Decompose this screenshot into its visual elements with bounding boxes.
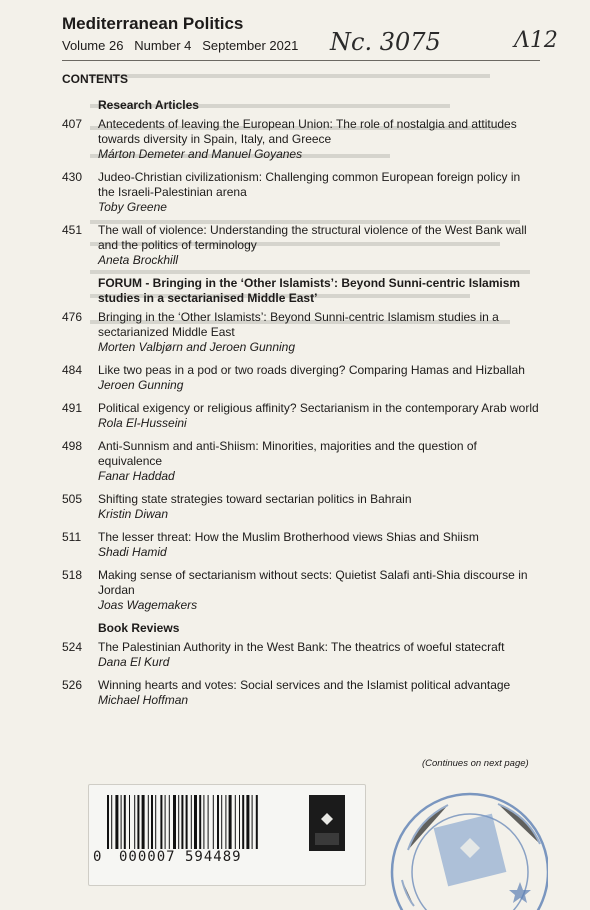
- barcode-label: [88, 784, 366, 886]
- barcode-bar: [129, 795, 130, 849]
- barcode-bar: [221, 795, 222, 849]
- toc-entry: [62, 678, 540, 708]
- article-authors: Fanar Haddad: [98, 469, 175, 483]
- entry-body: [98, 568, 540, 613]
- article-authors: Michael Hoffman: [98, 693, 189, 707]
- article-title: Antecedents of leaving the European Union: The role of nostalgia and attitudes towards diversity in Spain, Italy, and Greece: [98, 117, 517, 146]
- entry-body: [98, 401, 540, 431]
- barcode-bar: [256, 795, 258, 849]
- handwritten-code: Λ12: [514, 28, 558, 53]
- header-rule: [62, 60, 540, 61]
- barcode-bar: [169, 795, 170, 849]
- page-number: 491: [62, 401, 83, 415]
- section-heading: Research Articles: [98, 98, 199, 112]
- article-title: Political exigency or religious affinity? Sectarianism in the contemporary Arab world: [98, 401, 539, 415]
- barcode-bar: [239, 795, 240, 849]
- page-number: 498: [62, 439, 83, 453]
- page-number: 511: [62, 530, 82, 544]
- article-authors: Jeroen Gunning: [98, 378, 184, 392]
- barcode-prefix: 0: [93, 849, 102, 865]
- barcode-bar: [181, 795, 183, 849]
- journal-title: Mediterranean Politics: [62, 14, 244, 33]
- article-authors: Joas Wagemakers: [98, 598, 198, 612]
- barcode-bar: [134, 795, 135, 849]
- barcode-bar: [252, 795, 253, 849]
- article-title: Winning hearts and votes: Social services and the Islamist political advantage: [98, 678, 511, 692]
- article-authors: Márton Demeter and Manuel Goyanes: [98, 147, 303, 161]
- continues-note: (Continues on next page): [422, 758, 529, 769]
- toc-entry: [62, 640, 540, 670]
- barcode-bar: [235, 795, 236, 849]
- barcode-bar: [115, 795, 118, 849]
- entry-body: [98, 492, 540, 522]
- barcode-bar: [246, 795, 249, 849]
- barcode-bar: [199, 795, 201, 849]
- barcode-logo-icon: [309, 795, 345, 851]
- barcode-bar: [142, 795, 145, 849]
- barcode-bar: [137, 795, 139, 849]
- article-authors: Toby Greene: [98, 200, 167, 214]
- barcode-bar: [151, 795, 153, 849]
- toc-entry: [62, 439, 540, 484]
- article-title: The lesser threat: How the Muslim Brotherhood views Shias and Shiism: [98, 530, 479, 544]
- toc-entry: [62, 223, 540, 268]
- article-authors: Aneta Brockhill: [98, 253, 179, 267]
- article-title: Judeo-Christian civilizationism: Challenging common European foreign policy in the Israeli-Palestinian arena: [98, 170, 521, 199]
- barcode-bar: [148, 795, 149, 849]
- barcode-bar: [121, 795, 122, 849]
- entry-body: [98, 170, 540, 215]
- barcode-bars: [107, 795, 307, 849]
- table-of-contents: [62, 98, 540, 716]
- toc-entry: [62, 492, 540, 522]
- entry-body: [98, 363, 540, 393]
- article-title: The Palestinian Authority in the West Bank: The theatrics of woeful statecraft: [98, 640, 505, 654]
- entry-body: [98, 640, 540, 670]
- article-title: Bringing in the ‘Other Islamists’: Beyond Sunni-centric Islamism studies in a sectarianized Middle East: [98, 310, 499, 339]
- entry-body: [98, 117, 540, 162]
- library-stamp-icon: [378, 780, 548, 910]
- page-number: 476: [62, 310, 83, 324]
- toc-entry: [62, 530, 540, 560]
- barcode-bar: [217, 795, 219, 849]
- issue-date: September 2021: [202, 38, 299, 53]
- barcode-bar: [194, 795, 197, 849]
- article-authors: Rola El-Husseini: [98, 416, 187, 430]
- page-number: 505: [62, 492, 83, 506]
- barcode-bar: [173, 795, 176, 849]
- barcode-bar: [208, 795, 209, 849]
- article-title: Like two peas in a pod or two roads diverging? Comparing Hamas and Hizballah: [98, 363, 525, 377]
- toc-entry: [62, 401, 540, 431]
- entry-body: [98, 439, 540, 484]
- toc-entry: [62, 568, 540, 613]
- entry-body: [98, 310, 540, 355]
- barcode-bar: [213, 795, 214, 849]
- article-authors: Kristin Diwan: [98, 507, 169, 521]
- article-authors: Morten Valbjørn and Jeroen Gunning: [98, 340, 296, 354]
- issue-line: [62, 38, 298, 53]
- article-title: Making sense of sectarianism without sects: Quietist Salafi anti-Shia discourse in Jordan: [98, 568, 528, 597]
- section-heading: Book Reviews: [98, 621, 180, 635]
- barcode-bar: [225, 795, 226, 849]
- barcode-digits: 000007 594489: [119, 849, 242, 865]
- barcode-bar: [160, 795, 162, 849]
- barcode-bar: [107, 795, 109, 849]
- entry-body: [98, 223, 540, 268]
- barcode-bar: [178, 795, 179, 849]
- barcode-bar: [155, 795, 156, 849]
- entry-body: [98, 678, 540, 708]
- barcode-bar: [186, 795, 188, 849]
- barcode-bar: [191, 795, 192, 849]
- handwritten-accession: Nc. 3075: [330, 28, 441, 56]
- toc-entry: [62, 363, 540, 393]
- toc-entry: [62, 310, 540, 355]
- issue-number: Number 4: [134, 38, 192, 53]
- toc-entry: [62, 117, 540, 162]
- barcode-bar: [203, 795, 204, 849]
- entry-body: [98, 530, 540, 560]
- page-number: 407: [62, 117, 83, 131]
- page-number: 484: [62, 363, 83, 377]
- article-authors: Shadi Hamid: [98, 545, 167, 559]
- page-number: 524: [62, 640, 83, 654]
- section-heading: FORUM - Bringing in the ‘Other Islamists’: Beyond Sunni-centric Islamism studies in a sectarianised Middle East’: [98, 276, 521, 305]
- barcode-bar: [111, 795, 112, 849]
- barcode-bar: [229, 795, 232, 849]
- page-number: 518: [62, 568, 83, 582]
- volume: Volume 26: [62, 38, 124, 53]
- contents-heading: CONTENTS: [62, 72, 128, 86]
- page-number: 526: [62, 678, 83, 692]
- barcode-bar: [165, 795, 166, 849]
- article-title: The wall of violence: Understanding the structural violence of the West Bank wall and the politics of terminology: [98, 223, 527, 252]
- toc-entry: [62, 170, 540, 215]
- barcode-bar: [242, 795, 244, 849]
- barcode-bar: [124, 795, 126, 849]
- page-number: 451: [62, 223, 83, 237]
- page-number: 430: [62, 170, 83, 184]
- article-title: Shifting state strategies toward sectarian politics in Bahrain: [98, 492, 412, 506]
- article-title: Anti-Sunnism and anti-Shiism: Minorities, majorities and the question of equivalence: [98, 439, 477, 468]
- article-authors: Dana El Kurd: [98, 655, 170, 669]
